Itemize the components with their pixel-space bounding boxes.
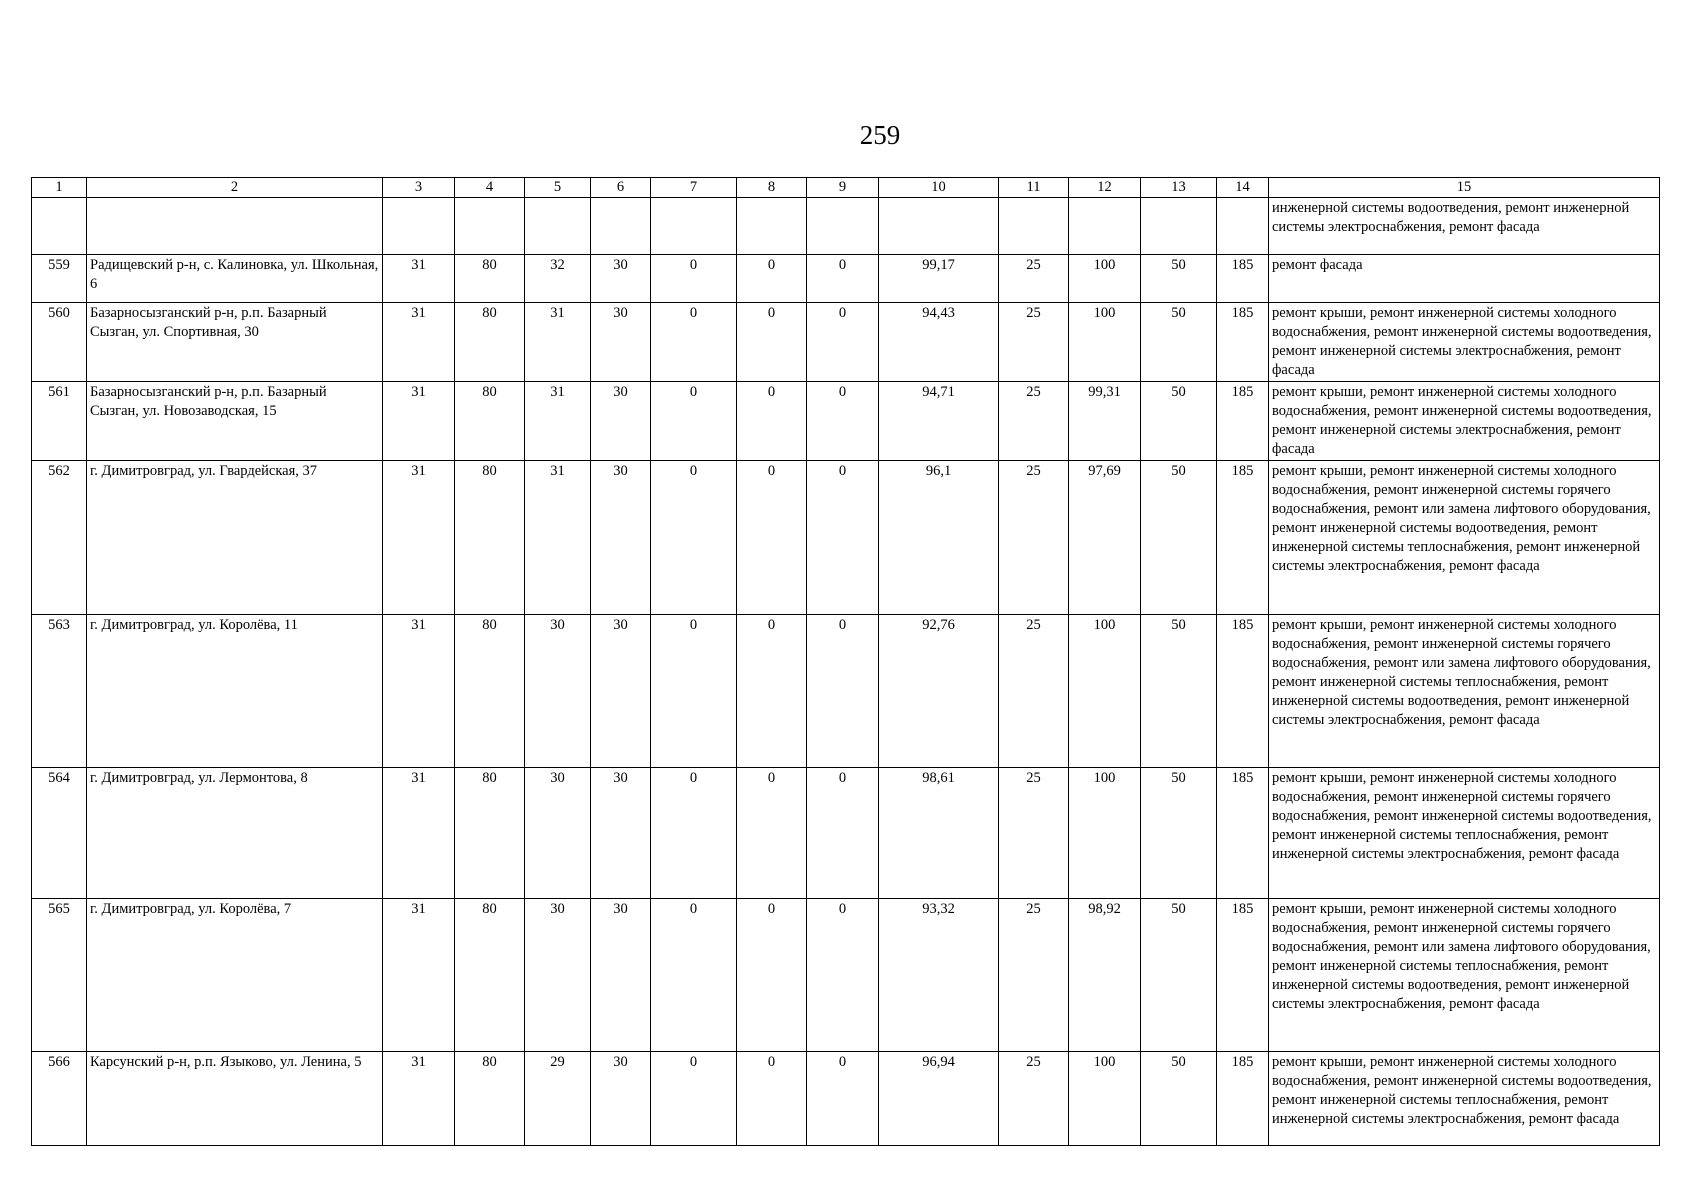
value-cell-c5: 31 [525, 461, 591, 615]
row-number-cell: 562 [32, 461, 87, 615]
value-cell-c6: 30 [591, 1052, 651, 1146]
table-row [32, 615, 1660, 768]
column-header: 3 [383, 178, 455, 198]
value-cell-c6: 30 [591, 382, 651, 461]
column-header: 13 [1141, 178, 1217, 198]
value-cell-c7: 0 [651, 1052, 737, 1146]
column-header: 6 [591, 178, 651, 198]
value-cell-c10: 94,71 [879, 382, 999, 461]
value-cell-c9: 0 [807, 768, 879, 899]
value-cell-c8: 0 [737, 1052, 807, 1146]
value-cell-c3: 31 [383, 899, 455, 1052]
value-cell-c13: 50 [1141, 1052, 1217, 1146]
value-cell-c4: 80 [455, 303, 525, 382]
value-cell-c7: 0 [651, 615, 737, 768]
value-cell-c14: 185 [1217, 768, 1269, 899]
works-cell: ремонт крыши, ремонт инженерной системы холодного водоснабжения, ремонт инженерной системы водоотведения, ремонт инженерной системы теплоснабжения, ремонт инженерной системы электроснабжения, ремонт фасада [1269, 1052, 1660, 1146]
page-number: 259 [859, 120, 901, 150]
value-cell-c3: 31 [383, 1052, 455, 1146]
value-cell-c7: 0 [651, 461, 737, 615]
value-cell-c10: 93,32 [879, 899, 999, 1052]
value-cell-c8: 0 [737, 303, 807, 382]
row-number-cell: 564 [32, 768, 87, 899]
value-cell-c5: 30 [525, 615, 591, 768]
value-cell-c3: 31 [383, 303, 455, 382]
row-number-cell: 563 [32, 615, 87, 768]
column-header: 5 [525, 178, 591, 198]
value-cell-c11: 25 [999, 255, 1069, 303]
column-header: 4 [455, 178, 525, 198]
value-cell-c3: 31 [383, 768, 455, 899]
value-cell-c8: 0 [737, 768, 807, 899]
value-cell-c9: 0 [807, 615, 879, 768]
column-header: 8 [737, 178, 807, 198]
works-cell: инженерной системы водоотведения, ремонт инженерной системы электроснабжения, ремонт фасада [1269, 198, 1660, 255]
continuation-row [32, 198, 1660, 255]
value-cell-c11: 25 [999, 768, 1069, 899]
table-row [32, 382, 1660, 461]
value-cell-c10: 92,76 [879, 615, 999, 768]
value-cell-c6: 30 [591, 255, 651, 303]
address-cell: Базарносызганский р-н, р.п. Базарный Сызган, ул. Спортивная, 30 [87, 303, 383, 382]
value-cell-c7: 0 [651, 255, 737, 303]
value-cell-c13: 50 [1141, 615, 1217, 768]
value-cell-c4: 80 [455, 461, 525, 615]
value-cell-c10: 98,61 [879, 768, 999, 899]
value-cell-c10: 99,17 [879, 255, 999, 303]
value-cell-c13: 50 [1141, 768, 1217, 899]
value-cell-c9: 0 [807, 255, 879, 303]
value-cell-c14: 185 [1217, 899, 1269, 1052]
table-row [32, 255, 1660, 303]
value-cell-c8: 0 [737, 382, 807, 461]
works-cell: ремонт крыши, ремонт инженерной системы холодного водоснабжения, ремонт инженерной системы горячего водоснабжения, ремонт или замена лифтового оборудования, ремонт инженерной системы теплоснабжения, ремонт инженерной системы водоотведения, ремонт инженерной системы электроснабжения, ремонт фасада [1269, 899, 1660, 1052]
value-cell-c5: 29 [525, 1052, 591, 1146]
value-cell-c11: 25 [999, 615, 1069, 768]
row-number-cell: 560 [32, 303, 87, 382]
row-number-cell: 565 [32, 899, 87, 1052]
value-cell-c13: 50 [1141, 303, 1217, 382]
works-cell: ремонт крыши, ремонт инженерной системы холодного водоснабжения, ремонт инженерной системы водоотведения, ремонт инженерной системы электроснабжения, ремонт фасада [1269, 303, 1660, 382]
value-cell-c5: 31 [525, 382, 591, 461]
works-cell: ремонт крыши, ремонт инженерной системы холодного водоснабжения, ремонт инженерной системы горячего водоснабжения, ремонт или замена лифтового оборудования, ремонт инженерной системы теплоснабжения, ремонт инженерной системы водоотведения, ремонт инженерной системы электроснабжения, ремонт фасада [1269, 615, 1660, 768]
value-cell-c12: 99,31 [1069, 382, 1141, 461]
column-header: 11 [999, 178, 1069, 198]
table-row [32, 1052, 1660, 1146]
column-header: 12 [1069, 178, 1141, 198]
value-cell-c4: 80 [455, 615, 525, 768]
value-cell-c9: 0 [807, 899, 879, 1052]
column-header: 9 [807, 178, 879, 198]
works-cell: ремонт крыши, ремонт инженерной системы холодного водоснабжения, ремонт инженерной системы водоотведения, ремонт инженерной системы электроснабжения, ремонт фасада [1269, 382, 1660, 461]
column-header: 14 [1217, 178, 1269, 198]
value-cell-c11: 25 [999, 899, 1069, 1052]
value-cell-c6: 30 [591, 615, 651, 768]
value-cell-c7: 0 [651, 899, 737, 1052]
works-cell: ремонт фасада [1269, 255, 1660, 303]
address-cell: Радищевский р-н, с. Калиновка, ул. Школьная, 6 [87, 255, 383, 303]
repair-program-table [31, 177, 1660, 1146]
value-cell-c8: 0 [737, 461, 807, 615]
table-row [32, 303, 1660, 382]
value-cell-c13: 50 [1141, 255, 1217, 303]
value-cell-c8: 0 [737, 899, 807, 1052]
column-header: 15 [1269, 178, 1660, 198]
value-cell-c9: 0 [807, 1052, 879, 1146]
value-cell-c9: 0 [807, 461, 879, 615]
row-number-cell: 559 [32, 255, 87, 303]
value-cell-c12: 97,69 [1069, 461, 1141, 615]
value-cell-c12: 100 [1069, 615, 1141, 768]
value-cell-c5: 32 [525, 255, 591, 303]
address-cell: г. Димитровград, ул. Королёва, 11 [87, 615, 383, 768]
value-cell-c5: 30 [525, 899, 591, 1052]
value-cell-c6: 30 [591, 303, 651, 382]
value-cell-c14: 185 [1217, 303, 1269, 382]
value-cell-c14: 185 [1217, 461, 1269, 615]
column-header: 1 [32, 178, 87, 198]
table-row [32, 899, 1660, 1052]
value-cell-c7: 0 [651, 768, 737, 899]
address-cell: Карсунский р-н, р.п. Языково, ул. Ленина, 5 [87, 1052, 383, 1146]
address-cell: Базарносызганский р-н, р.п. Базарный Сызган, ул. Новозаводская, 15 [87, 382, 383, 461]
row-number-cell: 566 [32, 1052, 87, 1146]
value-cell-c3: 31 [383, 255, 455, 303]
value-cell-c4: 80 [455, 382, 525, 461]
column-header: 7 [651, 178, 737, 198]
value-cell-c5: 30 [525, 768, 591, 899]
value-cell-c13: 50 [1141, 382, 1217, 461]
table-row [32, 768, 1660, 899]
value-cell-c8: 0 [737, 255, 807, 303]
value-cell-c3: 31 [383, 382, 455, 461]
value-cell-c14: 185 [1217, 255, 1269, 303]
value-cell-c4: 80 [455, 255, 525, 303]
table-row [32, 461, 1660, 615]
value-cell-c13: 50 [1141, 461, 1217, 615]
value-cell-c11: 25 [999, 382, 1069, 461]
value-cell-c12: 100 [1069, 255, 1141, 303]
value-cell-c9: 0 [807, 382, 879, 461]
address-cell: г. Димитровград, ул. Гвардейская, 37 [87, 461, 383, 615]
value-cell-c6: 30 [591, 768, 651, 899]
value-cell-c14: 185 [1217, 1052, 1269, 1146]
value-cell-c6: 30 [591, 899, 651, 1052]
value-cell-c13: 50 [1141, 899, 1217, 1052]
row-number-cell: 561 [32, 382, 87, 461]
value-cell-c14: 185 [1217, 382, 1269, 461]
value-cell-c8: 0 [737, 615, 807, 768]
value-cell-c3: 31 [383, 461, 455, 615]
value-cell-c3: 31 [383, 615, 455, 768]
column-header: 10 [879, 178, 999, 198]
value-cell-c6: 30 [591, 461, 651, 615]
address-cell: г. Димитровград, ул. Лермонтова, 8 [87, 768, 383, 899]
value-cell-c12: 100 [1069, 303, 1141, 382]
value-cell-c11: 25 [999, 303, 1069, 382]
value-cell-c11: 25 [999, 1052, 1069, 1146]
value-cell-c10: 96,94 [879, 1052, 999, 1146]
value-cell-c4: 80 [455, 1052, 525, 1146]
value-cell-c12: 100 [1069, 768, 1141, 899]
value-cell-c7: 0 [651, 303, 737, 382]
value-cell-c7: 0 [651, 382, 737, 461]
value-cell-c11: 25 [999, 461, 1069, 615]
value-cell-c4: 80 [455, 768, 525, 899]
value-cell-c14: 185 [1217, 615, 1269, 768]
value-cell-c12: 100 [1069, 1052, 1141, 1146]
value-cell-c9: 0 [807, 303, 879, 382]
value-cell-c5: 31 [525, 303, 591, 382]
value-cell-c4: 80 [455, 899, 525, 1052]
column-header: 2 [87, 178, 383, 198]
value-cell-c10: 96,1 [879, 461, 999, 615]
value-cell-c12: 98,92 [1069, 899, 1141, 1052]
works-cell: ремонт крыши, ремонт инженерной системы холодного водоснабжения, ремонт инженерной системы горячего водоснабжения, ремонт или замена лифтового оборудования, ремонт инженерной системы водоотведения, ремонт инженерной системы теплоснабжения, ремонт инженерной системы электроснабжения, ремонт фасада [1269, 461, 1660, 615]
works-cell: ремонт крыши, ремонт инженерной системы холодного водоснабжения, ремонт инженерной системы горячего водоснабжения, ремонт инженерной системы водоотведения, ремонт инженерной системы теплоснабжения, ремонт инженерной системы электроснабжения, ремонт фасада [1269, 768, 1660, 899]
column-number-row [32, 178, 1660, 198]
value-cell-c10: 94,43 [879, 303, 999, 382]
address-cell: г. Димитровград, ул. Королёва, 7 [87, 899, 383, 1052]
